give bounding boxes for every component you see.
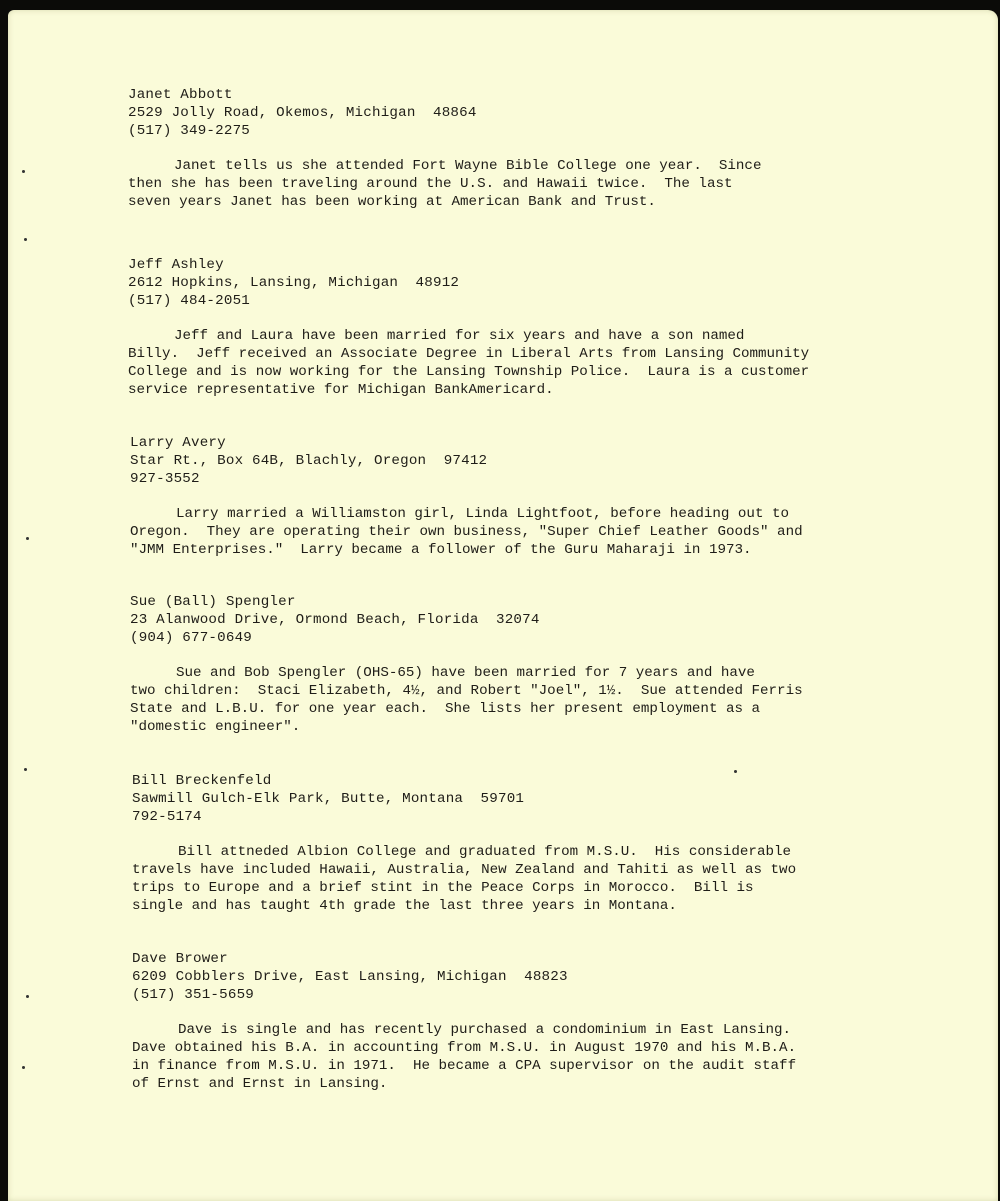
bio-line: Bill attneded Albion College and graduated from M.S.U. His considerable	[178, 844, 791, 860]
bio-line: seven years Janet has been working at American Bank and Trust.	[128, 194, 656, 210]
entry-address: 6209 Cobblers Drive, East Lansing, Michigan 48823	[132, 969, 568, 985]
entry-janet-abbott	[128, 86, 858, 211]
bio-line: Dave obtained his B.A. in accounting from M.S.U. in August 1970 and his M.B.A.	[132, 1040, 797, 1056]
entry-bio	[128, 327, 858, 399]
entry-sue-spengler	[130, 593, 860, 736]
bio-line: Jeff and Laura have been married for six years and have a son named	[174, 328, 745, 344]
bio-line: Janet tells us she attended Fort Wayne Bible College one year. Since	[174, 158, 762, 174]
entry-name: Larry Avery	[130, 435, 226, 451]
bio-line: "JMM Enterprises." Larry became a follower of the Guru Maharaji in 1973.	[130, 542, 752, 558]
bio-line: two children: Staci Elizabeth, 4½, and Robert "Joel", 1½. Sue attended Ferris	[130, 683, 803, 699]
entry-bio	[132, 1021, 862, 1093]
document-page	[8, 10, 998, 1201]
entry-jeff-ashley	[128, 256, 858, 399]
scan-speck	[26, 995, 29, 998]
entry-name: Dave Brower	[132, 951, 228, 967]
scan-speck	[22, 1066, 25, 1069]
bio-line: single and has taught 4th grade the last three years in Montana.	[132, 898, 677, 914]
entry-phone: 792-5174	[132, 809, 202, 825]
bio-line: of Ernst and Ernst in Lansing.	[132, 1076, 388, 1092]
entry-name: Sue (Ball) Spengler	[130, 594, 296, 610]
scan-speck	[24, 238, 27, 241]
bio-line: State and L.B.U. for one year each. She lists her present employment as a	[130, 701, 761, 717]
bio-line: Billy. Jeff received an Associate Degree in Liberal Arts from Lansing Community	[128, 346, 810, 362]
entry-bio	[132, 843, 862, 915]
scan-speck	[22, 170, 25, 173]
entry-bill-breckenfeld	[132, 772, 862, 915]
bio-line: then she has been traveling around the U.S. and Hawaii twice. The last	[128, 176, 733, 192]
entry-name: Jeff Ashley	[128, 257, 224, 273]
bio-line: Oregon. They are operating their own business, "Super Chief Leather Goods" and	[130, 524, 803, 540]
entry-phone: (517) 351-5659	[132, 987, 254, 1003]
entry-address: 2529 Jolly Road, Okemos, Michigan 48864	[128, 105, 477, 121]
bio-line: Sue and Bob Spengler (OHS-65) have been married for 7 years and have	[176, 665, 755, 681]
entry-bio	[130, 664, 860, 736]
entry-larry-avery	[130, 434, 860, 559]
entry-phone: (904) 677-0649	[130, 630, 252, 646]
entry-bio	[130, 505, 860, 559]
scan-speck	[24, 768, 27, 771]
entry-phone: (517) 349-2275	[128, 123, 250, 139]
entry-phone: 927-3552	[130, 471, 200, 487]
entry-dave-brower	[132, 950, 862, 1093]
entry-name: Bill Breckenfeld	[132, 773, 272, 789]
bio-line: travels have included Hawaii, Australia, New Zealand and Tahiti as well as two	[132, 862, 797, 878]
bio-line: in finance from M.S.U. in 1971. He became a CPA supervisor on the audit staff	[132, 1058, 797, 1074]
bio-line: College and is now working for the Lansing Township Police. Laura is a customer	[128, 364, 810, 380]
scan-speck	[26, 537, 29, 540]
entry-address: 2612 Hopkins, Lansing, Michigan 48912	[128, 275, 460, 291]
bio-line: Dave is single and has recently purchased a condominium in East Lansing.	[178, 1022, 791, 1038]
bio-line: trips to Europe and a brief stint in the Peace Corps in Morocco. Bill is	[132, 880, 754, 896]
entry-bio	[128, 157, 858, 211]
entry-address: Sawmill Gulch-Elk Park, Butte, Montana 59701	[132, 791, 525, 807]
bio-line: "domestic engineer".	[130, 719, 301, 735]
bio-line: service representative for Michigan BankAmericard.	[128, 382, 554, 398]
entry-phone: (517) 484-2051	[128, 293, 250, 309]
bio-line: Larry married a Williamston girl, Linda Lightfoot, before heading out to	[176, 506, 789, 522]
entry-name: Janet Abbott	[128, 87, 233, 103]
entry-address: 23 Alanwood Drive, Ormond Beach, Florida 32074	[130, 612, 540, 628]
entry-address: Star Rt., Box 64B, Blachly, Oregon 97412	[130, 453, 488, 469]
